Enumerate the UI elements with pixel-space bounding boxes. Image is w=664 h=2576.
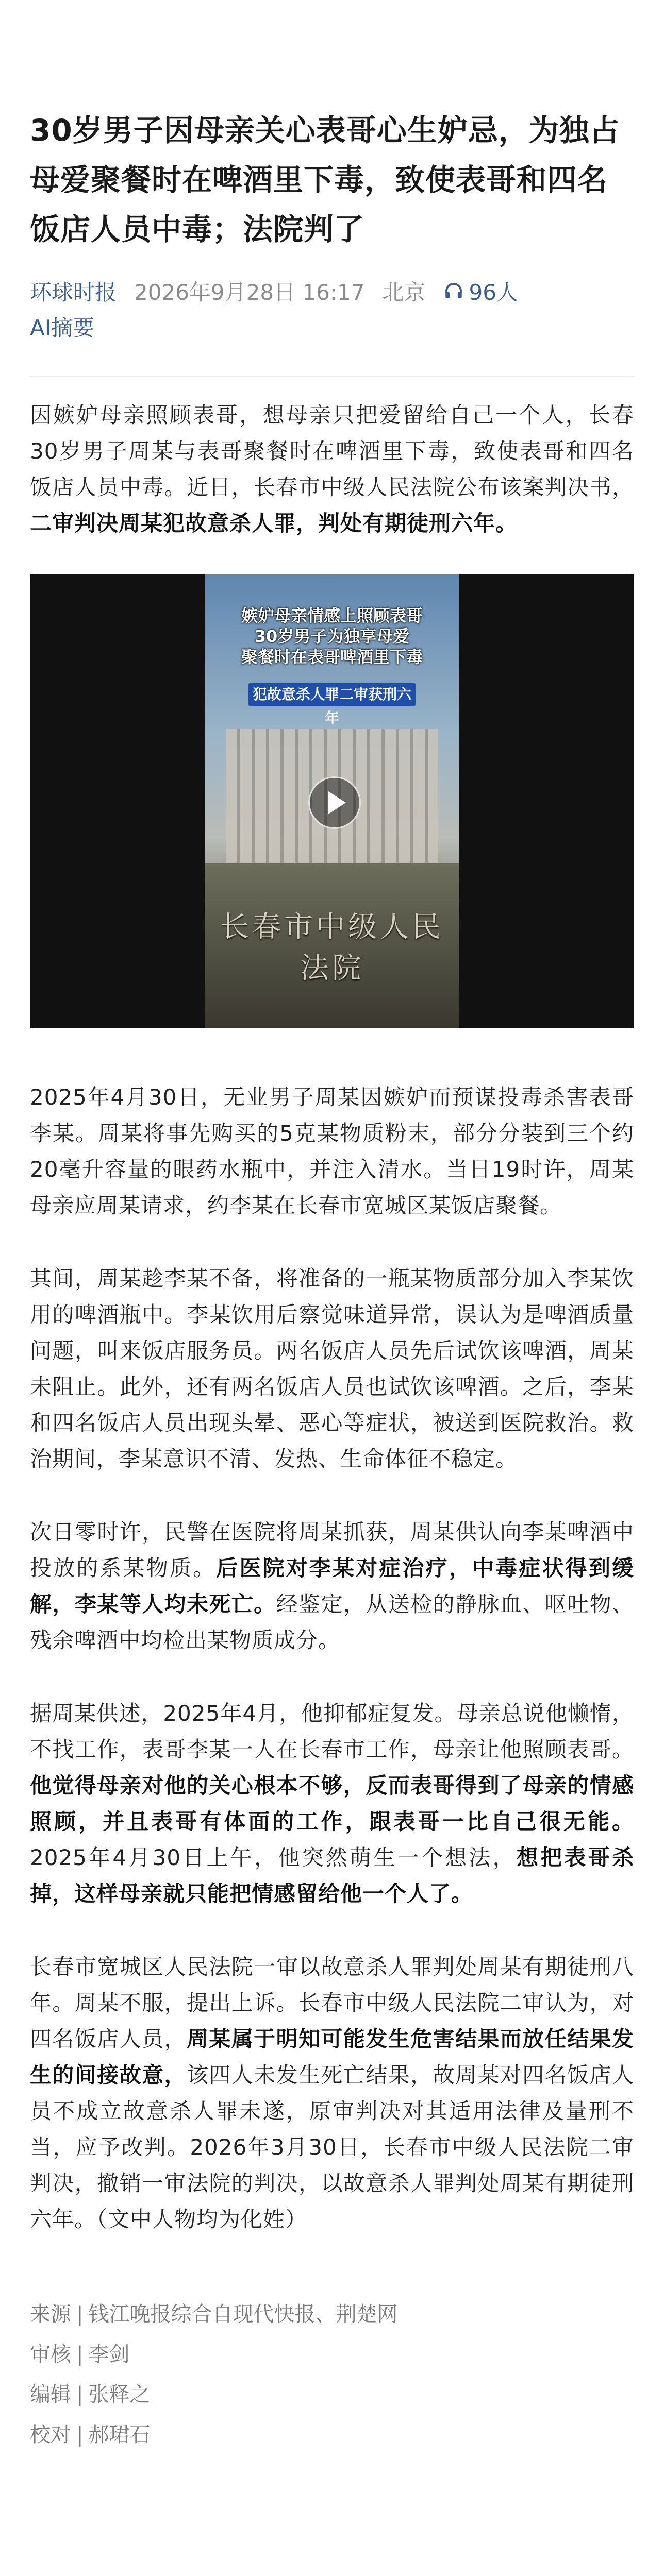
play-icon[interactable] [308, 776, 361, 829]
headphones-icon [443, 280, 464, 302]
paragraph-2: 2025年4月30日，无业男子周某因嫉妒而预谋投毒杀害表哥李某。周某将事先购买的5克某物质粉末，部分分装到三个约20毫升容量的眼药水瓶中，并注入清水。当日19时许，周某母亲应周某请求，约李某在长春市宽城区某饭店聚餐。 [30, 1084, 634, 1218]
divider [30, 376, 634, 377]
location: 北京 [382, 280, 426, 305]
court-sign-text: 长春市中级人民法院 [220, 910, 444, 985]
paragraph-intro: 因嫉妒母亲照顾表哥，想母亲只把爱留给自己一个人，长春30岁男子周某与表哥聚餐时在啤酒里下毒，致使表哥和四名饭店人员中毒。近日，长春市中级人民法院公布该案判决书，二审判决周某犯故意杀人罪，判处有期徒刑六年。 [30, 402, 634, 536]
article-credits [30, 2294, 634, 2455]
video-player[interactable] [30, 574, 634, 1028]
article-title: 30岁男子因母亲关心表哥心生妒忌，为独占母爱聚餐时在啤酒里下毒，致使表哥和四名饭店人员中毒；法院判了 [30, 113, 620, 247]
paragraph-4: 次日零时许，民警在医院将周某抓获，周某供认向李某啤酒中投放的系某物质。后医院对李某对症治疗，中毒症状得到缓解，李某等人均未死亡。经鉴定，从送检的静脉血、呕吐物、残余啤酒中均检出某物质成分。 [30, 1519, 634, 1653]
paragraph-5: 据周某供述，2025年4月，他抑郁症复发。母亲总说他懒惰，不找工作，表哥李某一人在长春市工作，母亲让他照顾表哥。他觉得母亲对他的关心根本不够，反而表哥得到了母亲的情感照顾，并且表哥有体面的工作，跟表哥一比自己很无能。2025年4月30日上午，他突然萌生一个想法，想把表哥杀掉，这样母亲就只能把情感留给他一个人了。 [30, 1701, 634, 1906]
ai-summary-link[interactable]: AI摘要 [30, 315, 95, 341]
article-meta [30, 275, 634, 308]
credit-source: 来源 | 钱江晚报综合自现代快报、荆楚网 [30, 2302, 398, 2326]
paragraph-3: 其间，周某趁李某不备，将准备的一瓶某物质部分加入李某饮用的啤酒瓶中。李某饮用后察觉味道异常，误认为是啤酒质量问题，叫来饭店服务员。两名饭店人员先后试饮该啤酒，周某未阻止。此外，还有两名饭店人员也试饮该啤酒。之后，李某和四名饭店人员出现头晕、恶心等症状，被送到医院救治。救治期间，李某意识不清、发热、生命体征不稳定。 [30, 1266, 634, 1471]
paragraph-6: 长春市宽城区人民法院一审以故意杀人罪判处周某有期徒刑八年。周某不服，提出上诉。长春市中级人民法院二审认为，对四名饭店人员，周某属于明知可能发生危害结果而放任结果发生的间接故意，该四人未发生死亡结果，故周某对四名饭店人员不成立故意杀人罪未遂，原审判决对其适用法律及量刑不当，应予改判。2026年3月30日，长春市中级人民法院二审判决，撤销一审法院的判决，以故意杀人罪判处周某有期徒刑六年。（文中人物均为化姓） [30, 1954, 634, 2232]
listen-button[interactable] [443, 276, 518, 307]
video-badge: 犯故意杀人罪二审获刑六年 [248, 683, 416, 706]
video-caption: 嫉妒母亲情感上照顾表哥 30岁男子为独享母爱 聚餐时在表哥啤酒里下毒 [241, 606, 423, 667]
listen-count: 96人 [469, 280, 518, 305]
publish-date: 2026年9月28日 16:17 [134, 280, 365, 305]
credit-proofreader: 校对 | 郝珺石 [30, 2423, 151, 2447]
source-link[interactable]: 环球时报 [30, 280, 117, 305]
credit-editor: 编辑 | 张释之 [30, 2383, 151, 2406]
credit-review: 审核 | 李剑 [30, 2343, 130, 2366]
